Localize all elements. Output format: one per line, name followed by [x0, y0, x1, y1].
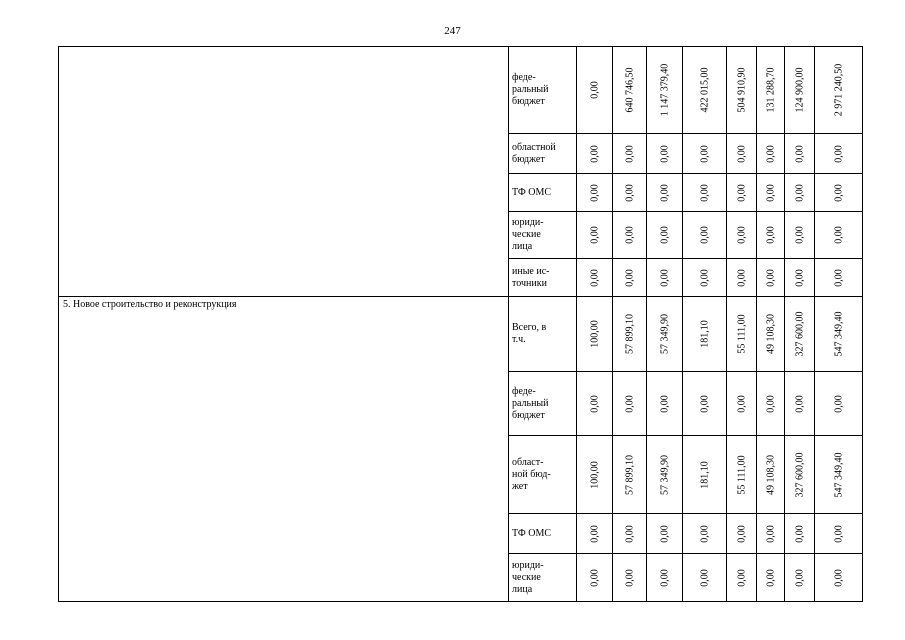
value-text: 0,00	[589, 268, 600, 287]
value-cell	[683, 372, 727, 436]
value-cell	[785, 212, 815, 259]
value-text: 0,00	[794, 568, 805, 587]
value-cell	[727, 372, 757, 436]
value-text: 0,00	[659, 524, 670, 543]
value-text: 0,00	[736, 568, 747, 587]
value-cell	[647, 297, 683, 372]
value-cell	[647, 554, 683, 602]
funding-source: юриди- ческие лица	[509, 554, 577, 602]
value-cell	[577, 259, 613, 297]
value-cell	[815, 554, 863, 602]
value-cell	[785, 174, 815, 212]
value-text: 0,00	[624, 568, 635, 587]
value-text: 0,00	[659, 268, 670, 287]
value-cell	[577, 174, 613, 212]
value-cell	[727, 554, 757, 602]
value-cell	[727, 514, 757, 554]
value-text: 0,00	[833, 524, 844, 543]
value-text: 0,00	[833, 394, 844, 413]
funding-source: областной бюджет	[509, 134, 577, 174]
value-cell	[577, 554, 613, 602]
value-text: 181,10	[699, 460, 710, 489]
value-cell	[757, 372, 785, 436]
value-cell	[727, 259, 757, 297]
value-cell	[815, 372, 863, 436]
value-text: 0,00	[833, 268, 844, 287]
value-cell	[757, 514, 785, 554]
value-cell	[727, 174, 757, 212]
value-text: 55 111,00	[736, 314, 747, 354]
value-text: 0,00	[624, 183, 635, 202]
value-text: 0,00	[833, 226, 844, 244]
value-cell	[757, 174, 785, 212]
value-cell	[785, 47, 815, 134]
value-text: 0,00	[833, 183, 844, 202]
value-text: 0,00	[589, 144, 600, 163]
value-cell	[785, 436, 815, 514]
value-cell	[785, 259, 815, 297]
value-cell	[683, 174, 727, 212]
value-text: 55 111,00	[736, 454, 747, 495]
section-title	[59, 47, 509, 297]
value-cell	[757, 436, 785, 514]
value-text: 57 899,10	[624, 454, 635, 495]
value-text: 0,00	[624, 394, 635, 413]
value-cell	[577, 134, 613, 174]
value-cell	[683, 134, 727, 174]
value-cell	[647, 212, 683, 259]
value-text: 100,00	[589, 320, 600, 348]
value-text: 57 899,10	[624, 314, 635, 354]
value-text: 0,00	[624, 144, 635, 163]
value-cell	[613, 554, 647, 602]
value-cell	[683, 259, 727, 297]
value-text: 0,00	[589, 183, 600, 202]
value-text: 504 910,90	[736, 67, 747, 113]
value-cell	[815, 436, 863, 514]
value-cell	[727, 212, 757, 259]
value-cell	[577, 212, 613, 259]
value-text: 2 971 240,50	[833, 63, 844, 117]
value-cell	[727, 134, 757, 174]
value-text: 0,00	[794, 268, 805, 287]
value-text: 0,00	[699, 568, 710, 587]
value-text: 0,00	[699, 268, 710, 287]
value-text: 100,00	[589, 460, 600, 489]
value-cell	[613, 174, 647, 212]
value-cell	[815, 297, 863, 372]
value-cell	[647, 174, 683, 212]
value-cell	[613, 436, 647, 514]
value-cell	[757, 134, 785, 174]
value-text: 0,00	[589, 226, 600, 244]
value-cell	[577, 514, 613, 554]
value-text: 49 108,30	[765, 454, 776, 495]
value-text: 0,00	[765, 226, 776, 244]
value-cell	[647, 259, 683, 297]
value-cell	[613, 372, 647, 436]
value-text: 547 349,40	[833, 311, 844, 357]
value-text: 0,00	[765, 268, 776, 287]
value-text: 0,00	[699, 394, 710, 413]
value-text: 0,00	[589, 568, 600, 587]
value-cell	[785, 297, 815, 372]
value-text: 57 349,90	[659, 314, 670, 354]
value-text: 0,00	[833, 568, 844, 587]
value-text: 49 108,30	[765, 314, 776, 354]
value-text: 0,00	[765, 524, 776, 543]
value-cell	[647, 47, 683, 134]
value-cell	[647, 372, 683, 436]
value-cell	[757, 554, 785, 602]
value-text: 0,00	[765, 144, 776, 163]
value-text: 0,00	[765, 394, 776, 413]
table-body	[59, 47, 863, 602]
value-cell	[613, 259, 647, 297]
value-cell	[683, 554, 727, 602]
value-cell	[613, 47, 647, 134]
value-text: 0,00	[659, 394, 670, 413]
funding-source: Всего, в т.ч.	[509, 297, 577, 372]
value-text: 0,00	[699, 524, 710, 543]
value-text: 422 015,00	[699, 67, 710, 113]
value-text: 640 746,50	[624, 67, 635, 113]
funding-source: юриди- ческие лица	[509, 212, 577, 259]
value-text: 0,00	[699, 144, 710, 163]
value-text: 57 349,90	[659, 454, 670, 495]
value-text: 124 900,00	[794, 67, 805, 113]
value-cell	[613, 134, 647, 174]
value-cell	[647, 134, 683, 174]
value-cell	[613, 297, 647, 372]
value-text: 327 600,00	[794, 452, 805, 497]
value-text: 0,00	[589, 524, 600, 543]
funding-source: ТФ ОМС	[509, 514, 577, 554]
value-text: 0,00	[794, 144, 805, 163]
value-cell	[647, 436, 683, 514]
value-cell	[647, 514, 683, 554]
value-text: 0,00	[659, 568, 670, 587]
value-text: 0,00	[699, 183, 710, 202]
value-cell	[785, 554, 815, 602]
funding-source: област- ной бюд- жет	[509, 436, 577, 514]
value-text: 0,00	[589, 81, 600, 99]
value-cell	[757, 259, 785, 297]
budget-table	[58, 46, 863, 602]
value-cell	[785, 514, 815, 554]
value-text: 0,00	[659, 144, 670, 163]
value-cell	[815, 259, 863, 297]
value-text: 0,00	[624, 524, 635, 543]
value-text: 0,00	[589, 394, 600, 413]
value-text: 0,00	[765, 568, 776, 587]
value-text: 0,00	[794, 394, 805, 413]
value-cell	[577, 47, 613, 134]
value-cell	[757, 212, 785, 259]
value-cell	[815, 134, 863, 174]
value-cell	[577, 297, 613, 372]
value-text: 0,00	[736, 268, 747, 287]
value-cell	[815, 212, 863, 259]
value-text: 0,00	[659, 226, 670, 244]
value-text: 0,00	[833, 144, 844, 163]
value-cell	[683, 212, 727, 259]
value-text: 0,00	[624, 268, 635, 287]
value-text: 181,10	[699, 320, 710, 348]
section-title: 5. Новое строительство и реконструкция	[59, 297, 509, 602]
value-cell	[727, 47, 757, 134]
funding-source: феде- ральный бюджет	[509, 47, 577, 134]
value-cell	[785, 372, 815, 436]
value-text: 0,00	[736, 226, 747, 244]
value-text: 0,00	[659, 183, 670, 202]
value-cell	[785, 134, 815, 174]
value-text: 131 288,70	[765, 67, 776, 113]
value-cell	[727, 436, 757, 514]
value-cell	[577, 436, 613, 514]
value-text: 0,00	[765, 183, 776, 202]
page-number: 247	[444, 25, 461, 37]
value-text: 0,00	[736, 183, 747, 202]
value-text: 0,00	[699, 226, 710, 244]
value-cell	[683, 514, 727, 554]
value-cell	[815, 47, 863, 134]
funding-source: иные ис- точники	[509, 259, 577, 297]
value-text: 0,00	[736, 524, 747, 543]
value-text: 0,00	[794, 524, 805, 543]
funding-source: ТФ ОМС	[509, 174, 577, 212]
value-cell	[577, 372, 613, 436]
value-text: 0,00	[736, 394, 747, 413]
value-text: 1 147 379,40	[659, 63, 670, 117]
value-cell	[815, 514, 863, 554]
value-text: 0,00	[794, 183, 805, 202]
value-cell	[727, 297, 757, 372]
value-cell	[815, 174, 863, 212]
value-text: 327 600,00	[794, 311, 805, 357]
value-text: 0,00	[736, 144, 747, 163]
value-cell	[683, 47, 727, 134]
value-cell	[613, 212, 647, 259]
value-cell	[683, 436, 727, 514]
table-row	[59, 47, 863, 134]
value-cell	[757, 297, 785, 372]
value-cell	[757, 47, 785, 134]
value-cell	[683, 297, 727, 372]
value-text: 0,00	[794, 226, 805, 244]
table-row	[59, 297, 863, 372]
value-text: 547 349,40	[833, 452, 844, 497]
value-text: 0,00	[624, 226, 635, 244]
funding-source: феде- ральный бюджет	[509, 372, 577, 436]
value-cell	[613, 514, 647, 554]
